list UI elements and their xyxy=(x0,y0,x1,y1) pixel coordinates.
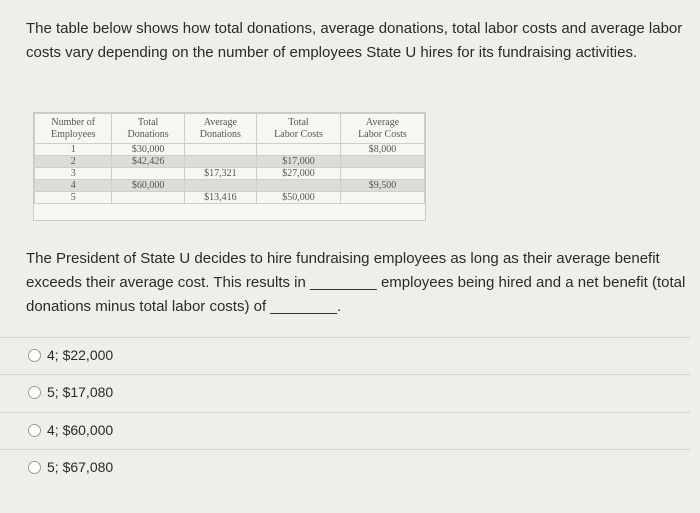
table-cell: $60,000 xyxy=(112,180,184,192)
table-cell: $50,000 xyxy=(256,192,340,204)
table-cell: $17,000 xyxy=(256,156,340,168)
answer-option-label[interactable]: 4; $60,000 xyxy=(47,422,114,438)
table-cell: 1 xyxy=(35,144,112,156)
table-cell: 5 xyxy=(35,192,112,204)
data-table xyxy=(33,112,426,221)
table-cell: $9,500 xyxy=(340,180,424,192)
table-row xyxy=(35,156,425,168)
table-cell: $17,321 xyxy=(184,168,256,180)
answer-option-4[interactable] xyxy=(0,449,690,484)
table-cell xyxy=(340,192,424,204)
header-average-labor-costs: Average Labor Costs xyxy=(340,114,424,144)
table-cell xyxy=(256,144,340,156)
intro-text: The table below shows how total donations, average donations, total labor costs and average labor costs vary depending on the number of employees State U hires for its fundraising activities. xyxy=(26,20,683,61)
table-cell xyxy=(112,192,184,204)
answer-option-1[interactable] xyxy=(0,337,690,372)
answer-blank: ________ xyxy=(310,274,377,291)
table-row xyxy=(35,168,425,180)
radio-button[interactable] xyxy=(28,461,41,474)
table-cell xyxy=(184,144,256,156)
table-cell: 3 xyxy=(35,168,112,180)
table-cell: $8,000 xyxy=(340,144,424,156)
header-total-donations: Total Donations xyxy=(112,114,184,144)
table-row xyxy=(35,192,425,204)
radio-button[interactable] xyxy=(28,424,41,437)
answer-option-label[interactable]: 5; $17,080 xyxy=(47,384,114,400)
table-cell xyxy=(112,168,184,180)
header-average-donations: Average Donations xyxy=(184,114,256,144)
radio-button[interactable] xyxy=(28,349,41,362)
table-cell xyxy=(184,180,256,192)
table-cell xyxy=(340,156,424,168)
table-cell: 4 xyxy=(35,180,112,192)
answer-option-2[interactable] xyxy=(0,374,690,409)
question-text: The President of State U decides to hire fundraising employees as long as their average benefit exceeds their average cost. This results in ________ employees being hired and a net benefit (total donations minus total labor costs) of ________. xyxy=(26,250,686,315)
answer-option-3[interactable] xyxy=(0,412,690,447)
answer-option-label[interactable]: 4; $22,000 xyxy=(47,347,114,363)
radio-button[interactable] xyxy=(28,386,41,399)
table-cell: 2 xyxy=(35,156,112,168)
table-row xyxy=(35,144,425,156)
header-employees: Number of Employees xyxy=(35,114,112,144)
table-cell: $30,000 xyxy=(112,144,184,156)
table-header-row xyxy=(35,114,425,144)
answer-option-label[interactable]: 5; $67,080 xyxy=(47,459,114,475)
table-cell xyxy=(340,168,424,180)
table-row xyxy=(35,180,425,192)
answer-blank: ________ xyxy=(270,298,338,315)
table-cell: $13,416 xyxy=(184,192,256,204)
table-cell: $27,000 xyxy=(256,168,340,180)
table-cell xyxy=(256,180,340,192)
table-cell: $42,426 xyxy=(112,156,184,168)
header-total-labor-costs: Total Labor Costs xyxy=(256,114,340,144)
table-cell xyxy=(184,156,256,168)
